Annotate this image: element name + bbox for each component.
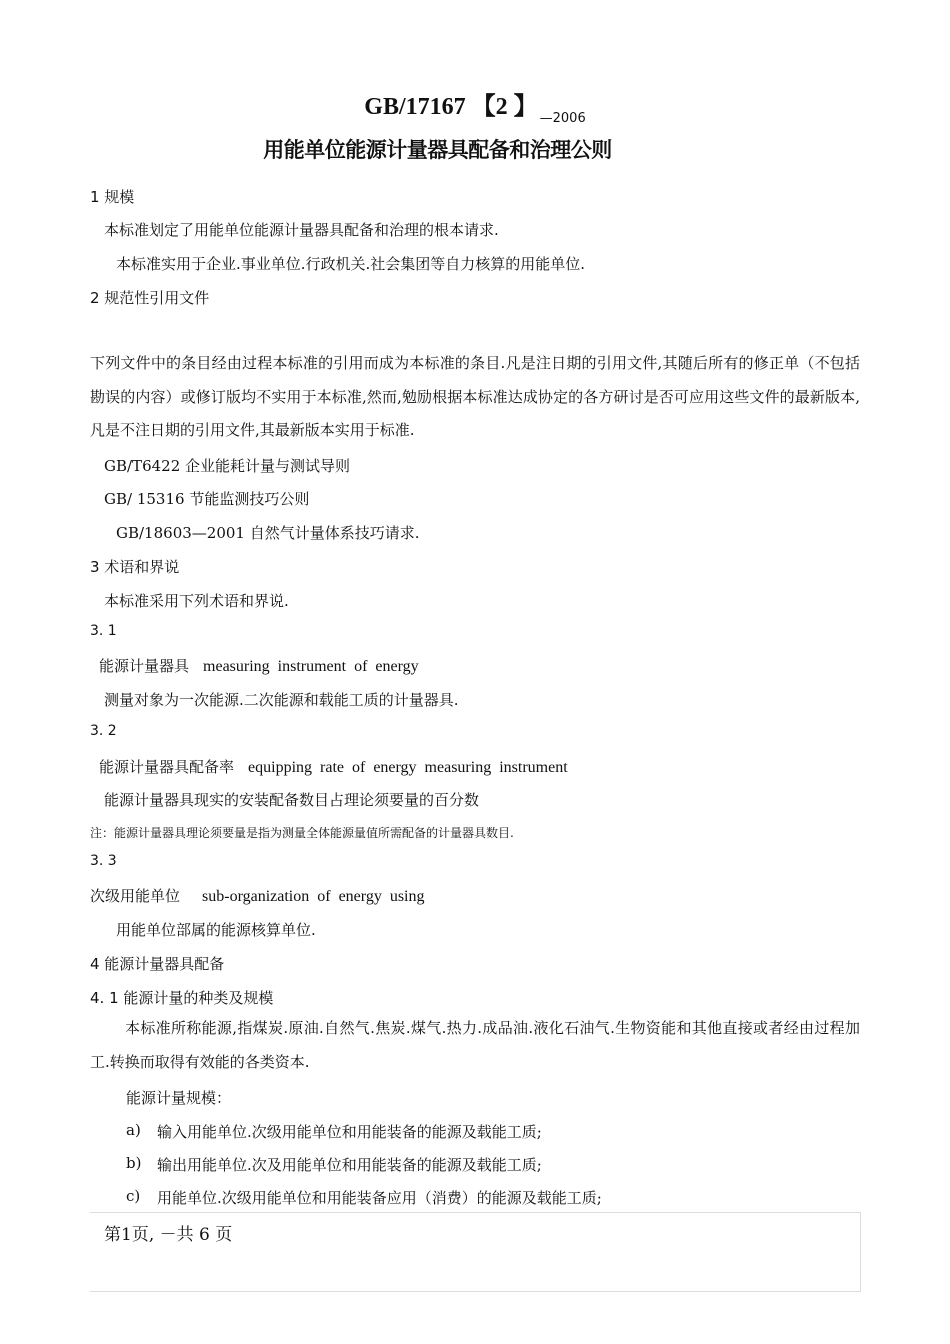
term-3-name: 次级用能单位: [90, 887, 181, 905]
section-2-body: 下列文件中的条目经由过程本标准的引用而成为本标准的条目.凡是注日期的引用文件,其随后所有的修正单（不包括勘误的内容）或修订版均不实用于本标准,然而,勉励根据本标准达成协定的各方研讨是否可应用这些文件的最新版本,凡是不注日期的引用文件,其最新版本实用于标准.: [90, 354, 860, 439]
scope-item-a-text: 输入用能单位.次级用能单位和用能装备的能源及载能工质;: [157, 1123, 542, 1141]
term-3-number: 3. 3: [90, 853, 117, 869]
standard-year: —2006: [539, 111, 586, 126]
term-2-definition: 能源计量器具现实的安装配备数目占理论须要量的百分数: [104, 791, 480, 809]
section-3-intro: 本标准采用下列术语和界说.: [104, 592, 289, 610]
reference-3: GB/18603—2001 自然气计量体系技巧请求.: [116, 524, 420, 542]
section-4-1-heading: 4. 1 能源计量的种类及规模: [90, 989, 274, 1007]
section-3-heading: 3 术语和界说: [90, 558, 180, 576]
term-3-definition: 用能单位部属的能源核算单位.: [116, 921, 316, 939]
term-1-number: 3. 1: [90, 623, 117, 639]
scope-item-a-mark: a): [126, 1121, 141, 1139]
term-2-line: [99, 756, 568, 777]
scope-item-c-text: 用能单位.次级用能单位和用能装备应用（消费）的能源及载能工质;: [157, 1189, 602, 1207]
document-code-title: [0, 86, 950, 126]
term-3-line: [90, 885, 425, 906]
document-main-title: 用能单位能源计量器具配备和治理公则: [263, 138, 612, 162]
term-2-english: equipping rate of energy measuring instrument: [248, 759, 568, 776]
section-4-heading: 4 能源计量器具配备: [90, 955, 225, 973]
term-2-note: 注：能源计量器具理论须要量是指为测量全体能源量值所需配备的计量器具数目.: [90, 826, 514, 840]
reference-2: GB/ 15316 节能监测技巧公则: [104, 490, 310, 508]
page-number: 第1页, －共 6 页: [104, 1225, 233, 1245]
section-1-para-2: 本标准实用于企业.事业单位.行政机关.社会集团等自力核算的用能单位.: [116, 255, 586, 273]
scope-item-b-text: 输出用能单位.次及用能单位和用能装备的能源及载能工质;: [157, 1156, 542, 1174]
term-1-english: measuring instrument of energy: [203, 658, 419, 675]
section-1-para-1: 本标准划定了用能单位能源计量器具配备和治理的根本请求.: [104, 221, 499, 239]
scope-item-b-mark: b): [126, 1154, 142, 1172]
scope-item-c-mark: c): [126, 1187, 141, 1205]
scope-label: 能源计量规模：: [126, 1089, 232, 1107]
term-1-line: [99, 655, 419, 676]
standard-code: GB/17167 【2 】: [364, 94, 538, 120]
section-1-heading: 1 规模: [90, 188, 135, 206]
term-2-number: 3. 2: [90, 723, 117, 739]
reference-1: GB/T6422 企业能耗计量与测试导则: [104, 457, 351, 475]
term-1-definition: 测量对象为一次能源.二次能源和载能工质的计量器具.: [104, 691, 459, 709]
term-1-name: 能源计量器具: [99, 657, 190, 675]
section-4-body: 本标准所称能源,指煤炭.原油.自然气.焦炭.煤气.热力.成品油.液化石油气.生物资能和其他直接或者经由过程加工.转换而取得有效能的各类资本.: [90, 1019, 860, 1071]
term-2-name: 能源计量器具配备率: [99, 758, 235, 776]
section-2-heading: 2 规范性引用文件: [90, 289, 210, 307]
term-3-english: sub-organization of energy using: [202, 888, 425, 905]
